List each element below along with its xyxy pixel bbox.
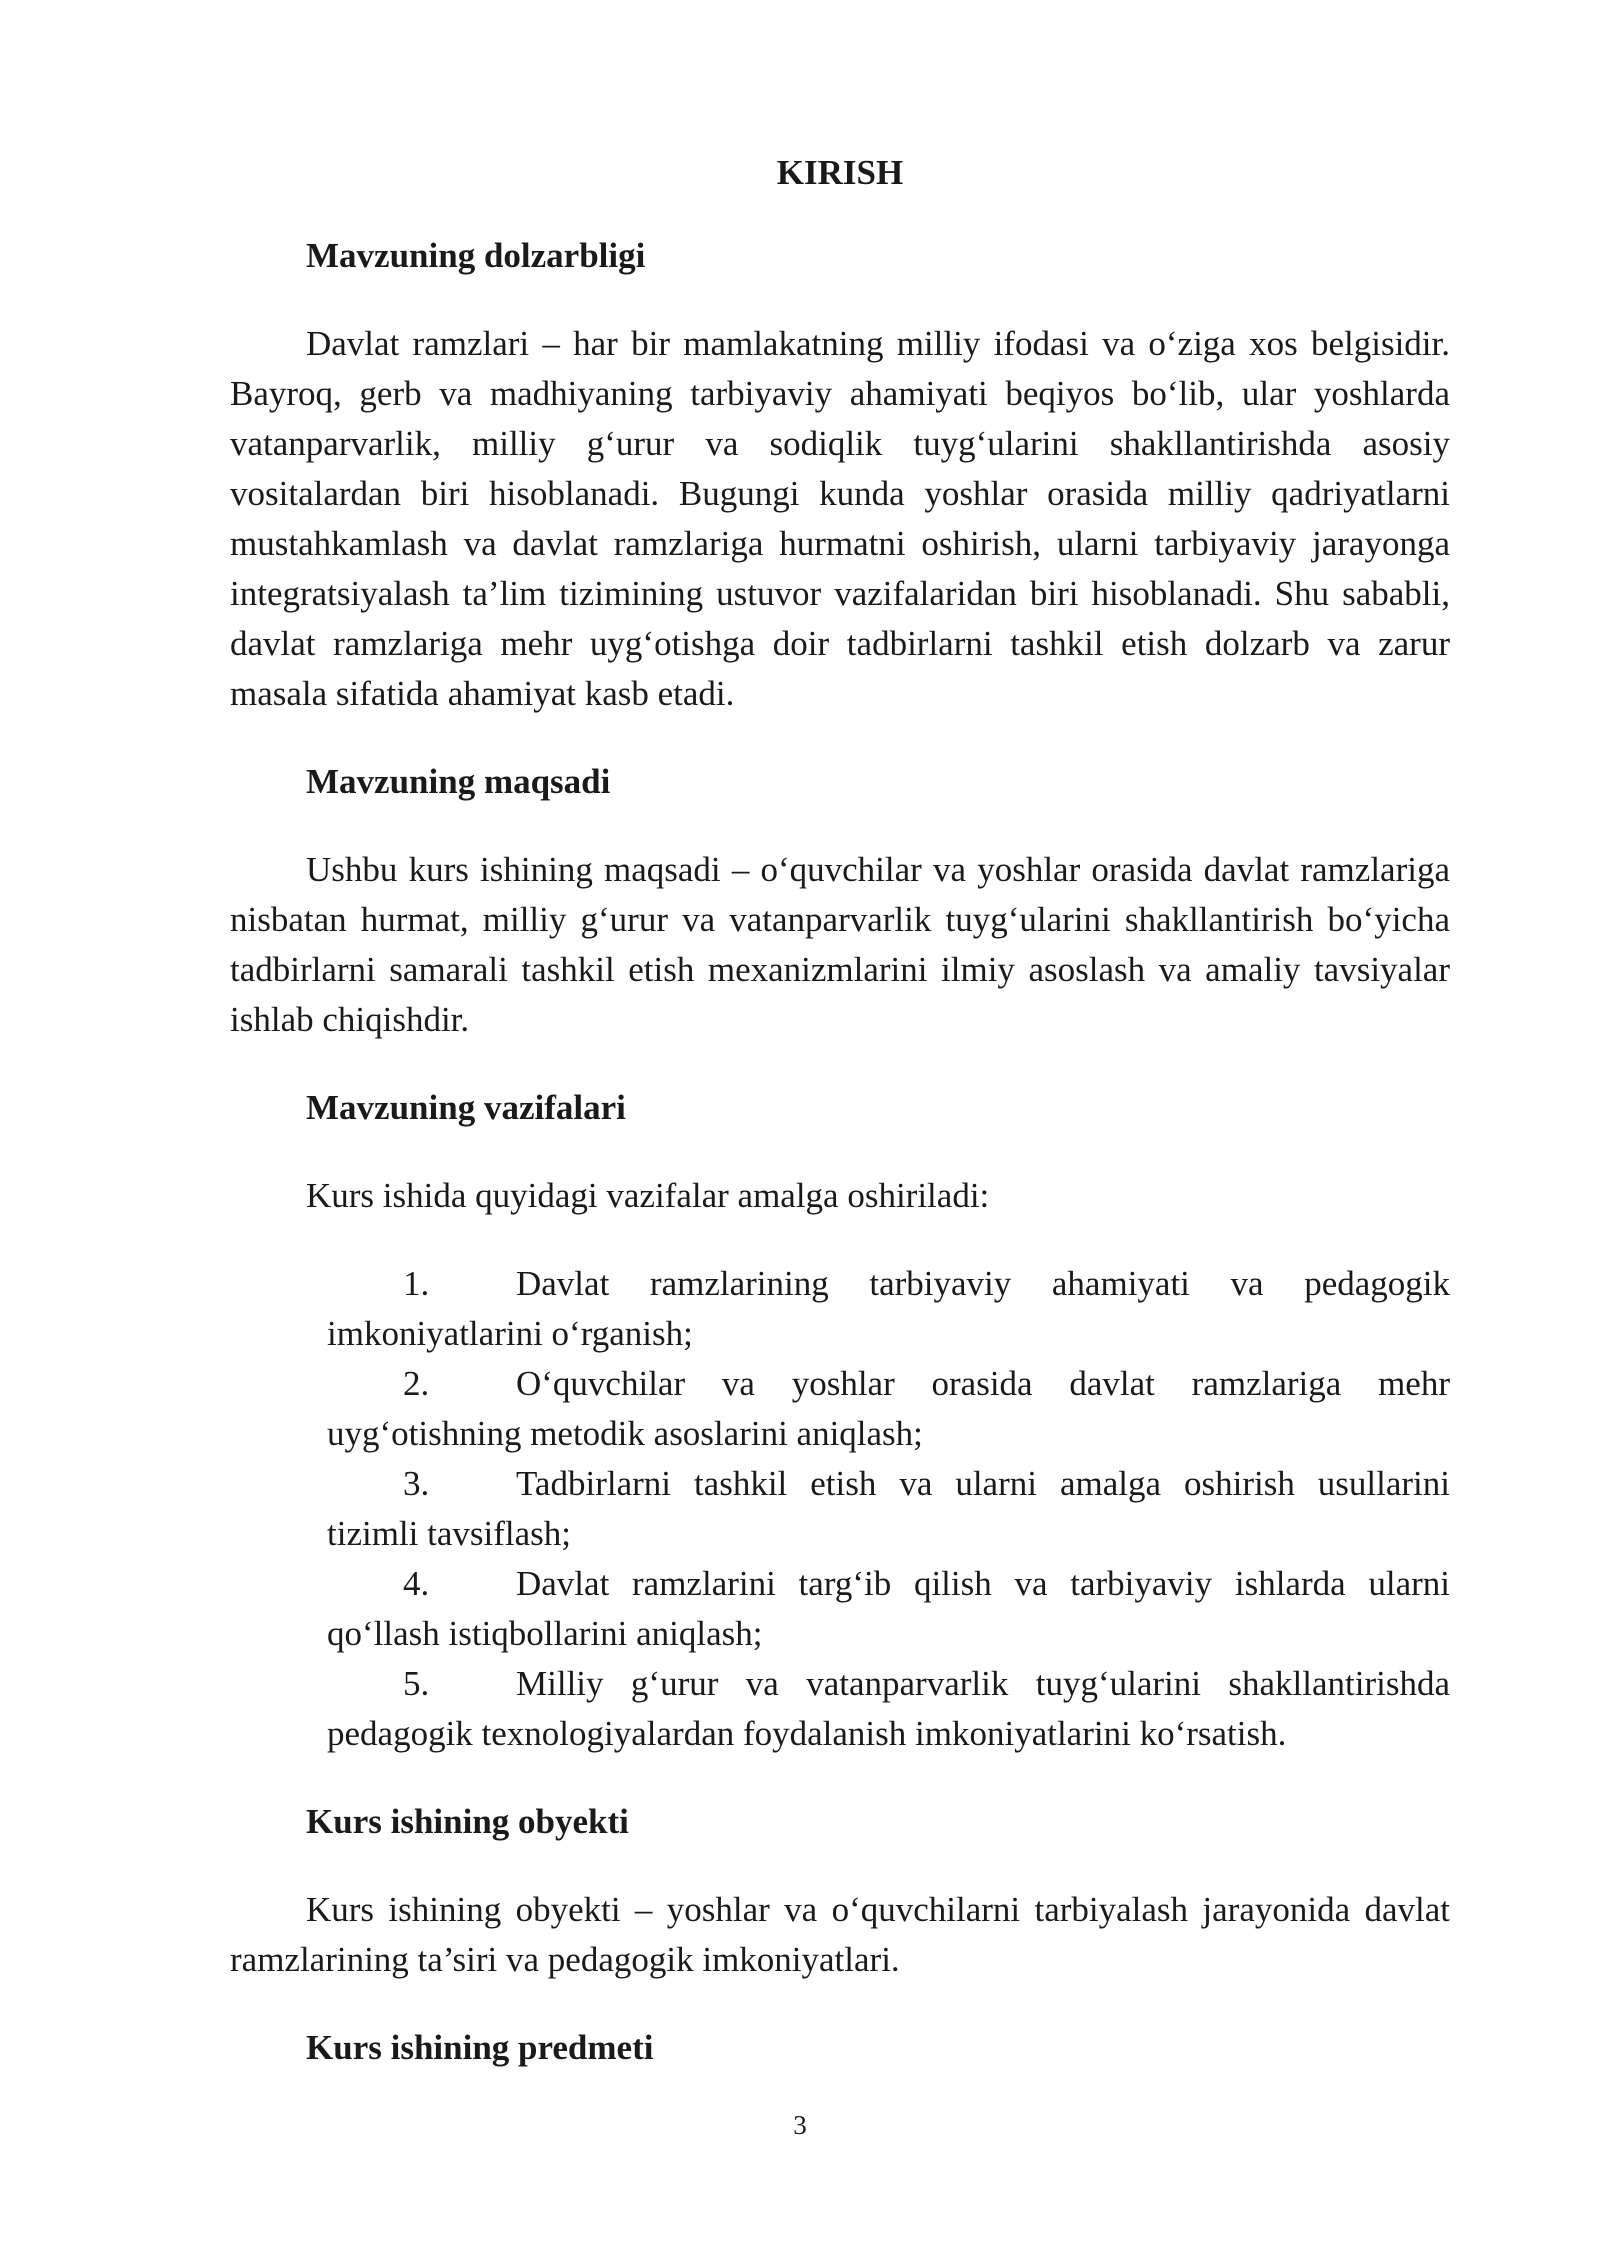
task-line-1 [327, 1459, 1450, 1509]
task-number: 2. [403, 1364, 430, 1403]
task-text: Davlat ramzlarini targ‘ib qilish va tarbiyaviy ishlarda ularni [516, 1564, 1450, 1603]
tasks-list [230, 1259, 1450, 1759]
task-text: Tadbirlarni tashkil etish va ularni amalga oshirish usullarini [516, 1464, 1450, 1503]
task-line-1 [327, 1259, 1450, 1309]
list-item [327, 1359, 1450, 1459]
object-heading: Kurs ishining obyekti [306, 1802, 629, 1841]
list-item [327, 1259, 1450, 1359]
task-text: Davlat ramzlarining tarbiyaviy ahamiyati va pedagogik [516, 1264, 1450, 1303]
goal-paragraph: Ushbu kurs ishining maqsadi – o‘quvchilar va yoshlar orasida davlat ramzlariga nisbatan hurmat, milliy g‘urur va vatanparvarlik tuyg‘ularini shakllantirish bo‘yicha tadbirlarni samarali tashkil etish mexanizmlarini ilmiy asoslash va amaliy tavsiyalar ishlab chiqishdir. [230, 850, 1450, 1039]
task-number: 1. [403, 1264, 430, 1303]
task-number: 5. [403, 1664, 430, 1703]
task-text: O‘quvchilar va yoshlar orasida davlat ramzlariga mehr [516, 1364, 1450, 1403]
task-line-1 [327, 1359, 1450, 1409]
list-item [327, 1559, 1450, 1659]
relevance-paragraph: Davlat ramzlari – har bir mamlakatning milliy ifodasi va o‘ziga xos belgisidir. Bayroq, gerb va madhiyaning tarbiyaviy ahamiyati beqiyos bo‘lib, ular yoshlarda vatanparvarlik, milliy g‘urur va sodiqlik tuyg‘ularini shakllantirishda asosiy vositalardan biri hisoblanadi. Bugungi kunda yoshlar orasida milliy qadriyatlarni mustahkamlash va davlat ramzlariga hurmatni oshirish, ularni tarbiyaviy jarayonga integratsiyalash ta’lim tizimining ustuvor vazifalaridan biri hisoblanadi. Shu sababli, davlat ramzlariga mehr uyg‘otishga doir tadbirlarni tashkil etish dolzarb va zarur masala sifatida ahamiyat kasb etadi. [230, 324, 1450, 713]
task-line-2: qo‘llash istiqbollarini aniqlash; [327, 1614, 763, 1653]
page-title: KIRISH [776, 153, 904, 192]
subject-heading: Kurs ishining predmeti [306, 2028, 654, 2067]
relevance-heading: Mavzuning dolzarbligi [306, 236, 646, 275]
task-line-1 [327, 1559, 1450, 1609]
task-number: 4. [403, 1564, 430, 1603]
task-line-2: pedagogik texnologiyalardan foydalanish imkoniyatlarini ko‘rsatish. [327, 1714, 1287, 1753]
task-number: 3. [403, 1464, 430, 1503]
tasks-heading: Mavzuning vazifalari [306, 1088, 626, 1127]
task-line-1 [327, 1659, 1450, 1709]
task-line-2: tizimli tavsiflash; [327, 1514, 571, 1553]
page-content [230, 148, 1450, 2111]
task-line-2: imkoniyatlarini o‘rganish; [327, 1314, 693, 1353]
object-paragraph: Kurs ishining obyekti – yoshlar va o‘quvchilarni tarbiyalash jarayonida davlat ramzlarining ta’siri va pedagogik imkoniyatlari. [230, 1890, 1450, 1979]
page-number: 3 [793, 2110, 807, 2140]
list-item [327, 1459, 1450, 1559]
task-line-2: uyg‘otishning metodik asoslarini aniqlash; [327, 1414, 923, 1453]
task-text: Milliy g‘urur va vatanparvarlik tuyg‘ularini shakllantirishda [516, 1664, 1450, 1703]
goal-heading: Mavzuning maqsadi [306, 762, 611, 801]
tasks-intro: Kurs ishida quyidagi vazifalar amalga oshiriladi: [306, 1176, 990, 1215]
list-item [327, 1659, 1450, 1759]
